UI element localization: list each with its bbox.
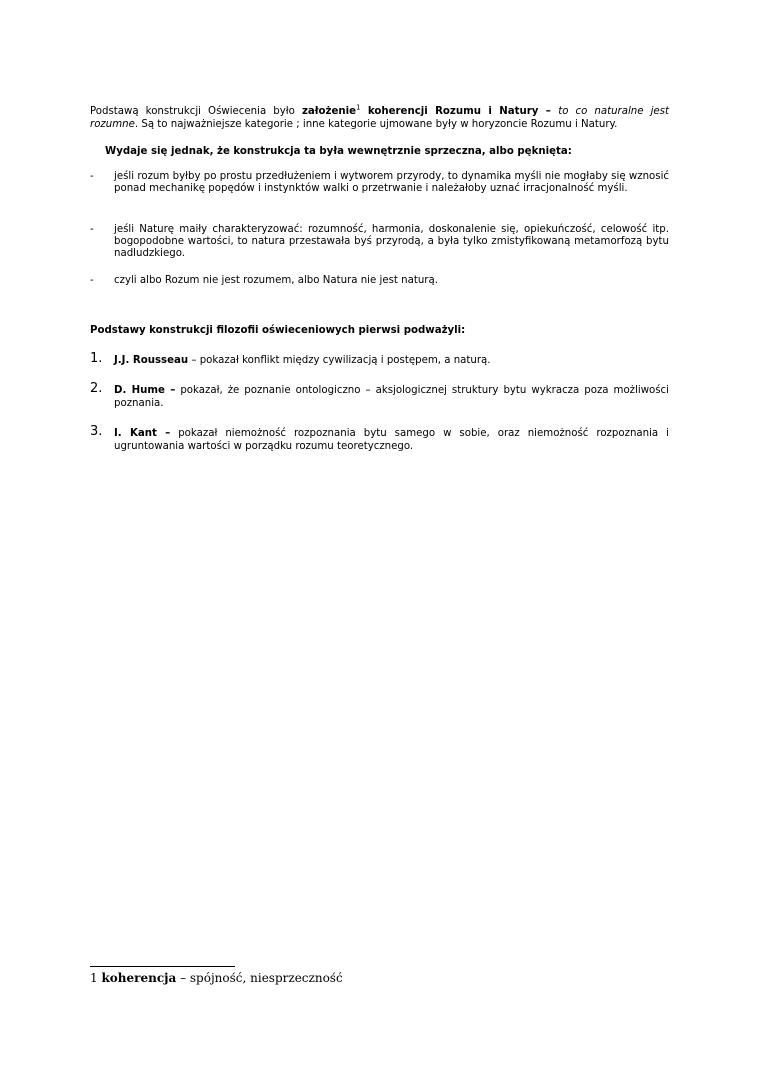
intro-paragraph <box>90 105 669 131</box>
numbered-text <box>114 427 669 453</box>
bullet-item <box>90 224 669 261</box>
philosopher-contribution: pokazał, że poznanie ontologiczno – aksjologicznej struktury bytu wykracza poza możliwości poznania. <box>114 385 669 409</box>
footnote <box>90 970 343 986</box>
numbered-item <box>90 424 669 453</box>
list-number: 3. <box>90 424 103 439</box>
section-heading-contradiction: Wydaje się jednak, że konstrukcja ta była wewnętrznie sprzeczna, albo pęknięta: <box>105 146 572 157</box>
numbered-text <box>114 354 669 367</box>
philosopher-contribution: pokazał niemożność rozpoznania bytu samego w sobie, oraz niemożność rozpoznania i ugruntowania wartości w porządku rozumu teoretycznego. <box>114 428 669 452</box>
footnote-definition: – spójność, niesprzeczność <box>176 971 343 985</box>
numbered-item <box>90 351 669 367</box>
numbered-item <box>90 381 669 410</box>
bullet-marker: - <box>90 224 94 235</box>
intro-bold-term: założenie <box>301 106 357 117</box>
footnote-term: koherencja <box>101 971 177 985</box>
list-number: 1. <box>90 351 103 366</box>
philosopher-name: J.J. Rousseau <box>114 355 189 366</box>
philosopher-contribution: – pokazał konflikt między cywilizacją i postępem, a naturą. <box>188 355 491 366</box>
numbered-text <box>114 384 669 410</box>
bullet-text: czyli albo Rozum nie jest rozumem, albo Natura nie jest naturą. <box>114 275 438 286</box>
intro-text-2: . Są to najważniejsze kategorie ; inne kategorie ujmowane były w horyzoncie Rozumu i Natury. <box>134 119 618 130</box>
footnote-reference[interactable]: 1 <box>356 103 361 112</box>
list-number: 2. <box>90 381 103 396</box>
intro-text-1: Podstawą konstrukcji Oświecenia było <box>90 106 302 117</box>
philosopher-name: D. Hume – <box>114 385 176 396</box>
intro-italic-quote: to co naturalne jest rozumne <box>90 106 669 130</box>
bullet-item <box>90 171 669 195</box>
footnote-number: 1 <box>90 971 102 985</box>
bullet-text: jeśli Naturę maiły charakteryzować: rozumność, harmonia, doskonalenie się, opiekuńczość, celowość itp. bogopodobne wartości, to natura przestawała byś przyrodą, a była tylko zmistyfikowaną metamorfozą bytu nadludzkiego. <box>114 224 669 260</box>
bullet-marker: - <box>90 171 94 182</box>
bullet-marker: - <box>90 275 94 286</box>
intro-bold-coherence: koherencji Rozumu i Natury – <box>360 106 559 117</box>
philosopher-name: I. Kant – <box>114 428 171 439</box>
section-heading-critics: Podstawy konstrukcji filozofii oświeceniowych pierwsi podważyli: <box>90 325 466 336</box>
footnote-separator <box>90 966 235 967</box>
bullet-item <box>90 275 669 287</box>
bullet-text: jeśli rozum byłby po prostu przedłużeniem i wytworem przyrody, to dynamika myśli nie mogłaby się wznosić ponad mechanikę popędów i instynktów walki o przetrwanie i należałoby uznać irracjonalność myśli. <box>114 171 669 195</box>
